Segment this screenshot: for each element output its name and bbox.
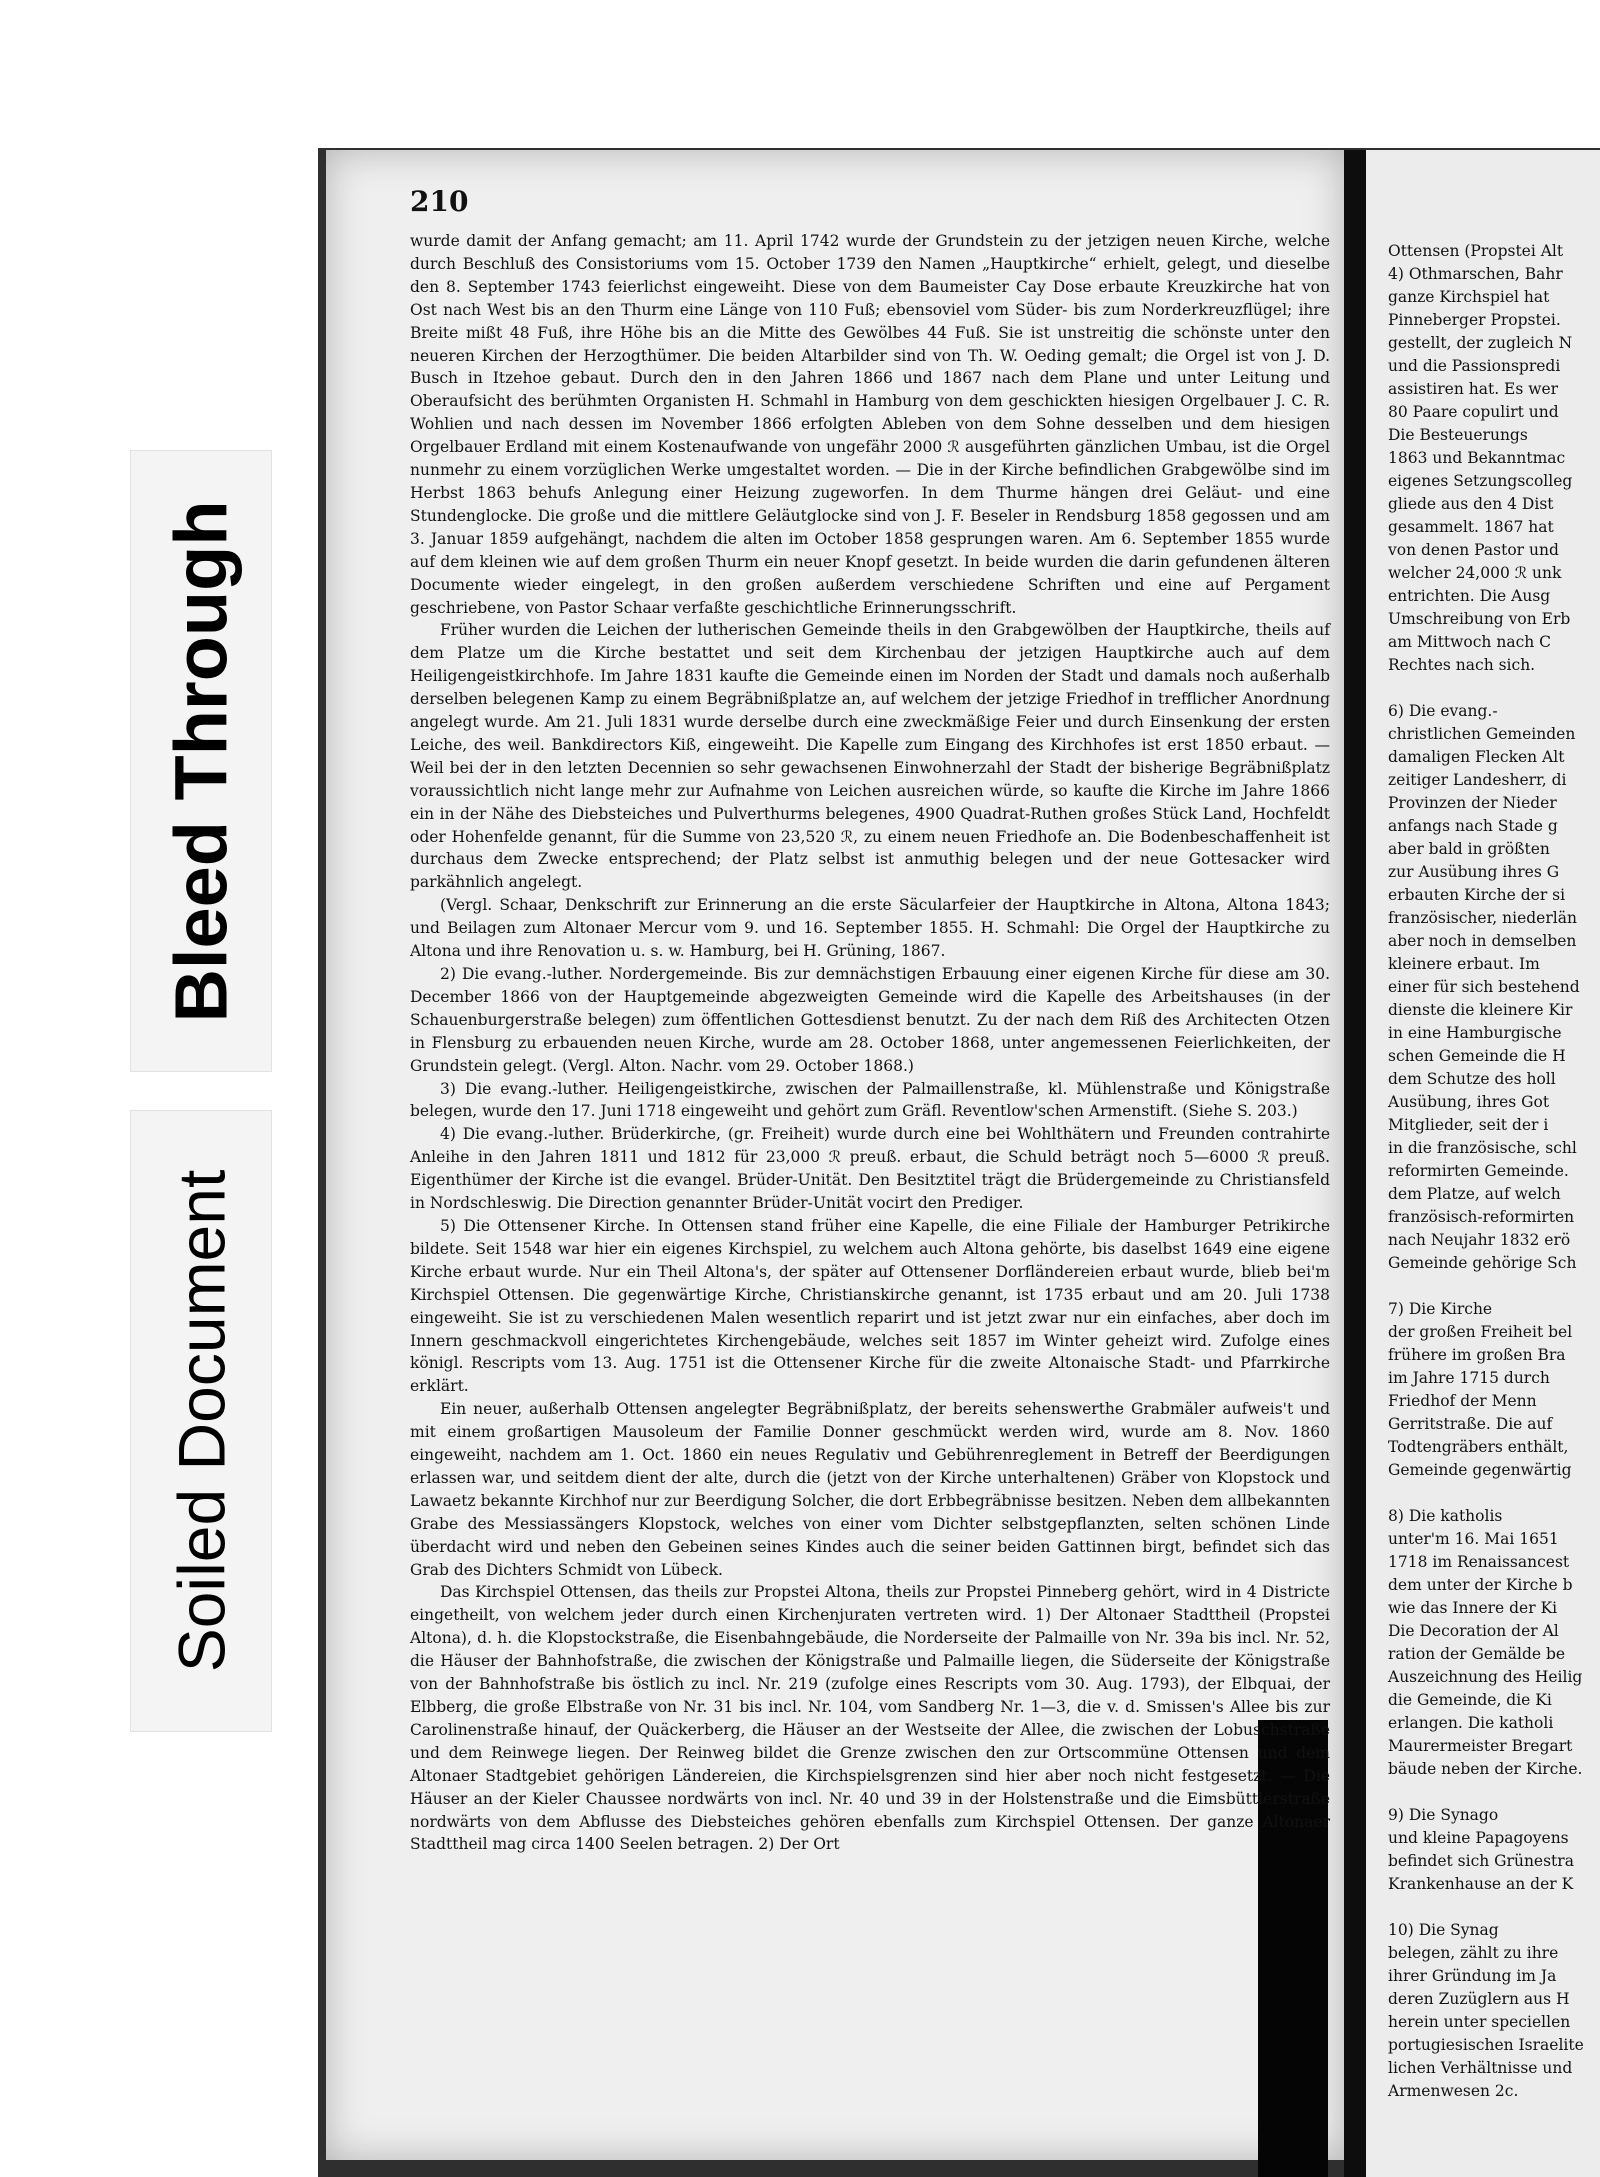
paragraph: 5) Die Ottensener Kirche. In Ottensen stand früher eine Kapelle, die eine Filiale der Hamburger Petrikirche bildete. Seit 1548 war hier ein eigenes Kirchspiel, zu welchem auch Altona gehörte, bis daselbst 1649 eine eigene Kirche erbaut wurde. Nur ein Theil Altona's, der später auf Ottensener Dorfländereien erbaut wurde, blieb bei'm Kirchspiel Ottensen. Die gegenwärtige Kirche, Christianskirche genannt, ist 1735 erbaut und am 20. Juli 1738 eingeweiht. Sie ist zu verschiedenen Malen wesentlich reparirt und ist jetzt zwar nur ein einfaches, aber doch im Innern geschmackvoll eingerichtetes Kirchengebäude, welches seit 1857 im Winter geheizt wird. Zufolge eines königl. Rescripts vom 13. Aug. 1751 ist die Ottensener Kirche für die zweite Altonaische Stadt- und Pfarrkirche erklärt. — [410, 1216, 1330, 1396]
paragraph: Ein neuer, außerhalb Ottensen angelegter Begräbnißplatz, der bereits sehenswerthe Grabmäler aufweis't und mit einem großartigen Mausoleum der Familie Donner geschmückt werden wird, wurde am 8. Nov. 1860 eingeweiht, nachdem am 1. Oct. 1860 ein neues Regulativ und Gebührenreglement in Betreff der Beerdigungen erlassen war, und seitdem dient der alte, durch die (jetzt von der Kirche unterhaltenen) Gräber von Klopstock und Lawaetz bekannte Kirchhof nur zur Beerdigung Solcher, die dort Erbbegräbnisse besitzen. Neben dem allbekannten Grabe des Messiassängers Klopstock, welches von einer vom Dichter selbstgepflanzten, selten schönen Linde überdacht wird und neben den Gebeinen seines Kindes auch die seiner beiden Gattinnen birgt, befindet sich das Grab des Dichters Schmidt von Lübeck. — [410, 1400, 1330, 1579]
right-page-line: die Gemeinde, die Ki — [1388, 1691, 1552, 1709]
right-page-line: aber noch in demselben — [1388, 932, 1577, 950]
paragraph: wurde damit der Anfang gemacht; am 11. April 1742 wurde der Grundstein zu der jetzigen neuen Kirche, welche durch Beschluß des Consistoriums vom 15. October 1739 den Namen „Hauptkirche“ erhielt, gelegt, und dieselbe den 8. September 1743 feierlichst eingeweiht. Diese von dem Baumeister Cay Dose erbaute Kreuzkirche hat von Ost nach West bis an den Thurm eine Länge von 110 Fuß; ebensoviel vom Süder- bis zum Norderkreuzflügel; ihre Breite mißt 48 Fuß, ihre Höhe bis an die Mitte des Gewölbes 44 Fuß. Sie ist unstreitig die schönste unter den neueren Kirchen der Herzogthümer. Die beiden Altarbilder sind von Th. W. Oeding gemalt; die Orgel ist von J. D. Busch in Itzehoe gebaut. Durch den in den Jahren 1866 und 1867 nach dem Plane und unter Leitung und Oberaufsicht des berühmten Organisten H. Schmahl in Hamburg von dem geschickten hiesigen Orgelbauer J. C. R. Wohlien und nach dessen im November 1866 erfolgten Ableben von dem Sohne desselben und dem hiesigen Orgelbauer Erdland mit einem Kostenaufwande von ungefähr 2000 ℛ︀ ausgeführten gänzlichen Umbau, ist die Orgel nunmehr zu einem vorzüglichen Werke umgestaltet worden. — Die in der Kirche befindlichen Grabgewölbe sind im Herbst 1863 behufs Anlegung einer Heizung zugeworfen. In dem Thurme hängen drei Geläut- und eine Stundenglocke. Die große und die mittlere Geläutglocke sind von J. F. Beseler in Rendsburg 1858 gegossen und am 3. Januar 1859 aufgehängt, nachdem die alten im October 1858 gesprungen waren. Am 6. September 1855 wurde auf dem kleinen wie auf dem großen Thurm ein neuer Knopf gesetzt. In beide wurden die darin gefundenen älteren Documente wieder eingelegt, in den großen außerdem verschiedene Schriften und eine auf Pergament geschriebene, von Pastor Schaar verfaßte geschichtliche Erinnerungsschrift. — [410, 232, 1330, 617]
right-page-line: erlangen. Die katholi — [1388, 1714, 1554, 1732]
right-page-line: in eine Hamburgische — [1388, 1024, 1562, 1042]
right-page-line: zur Ausübung ihres G — [1388, 863, 1560, 881]
right-page-line: 1718 im Renaissancest — [1388, 1553, 1570, 1571]
right-page-line: Friedhof der Menn — [1388, 1392, 1537, 1410]
right-page-line — [1388, 677, 1600, 700]
right-page-line: welcher 24,000 ℛ︀ unk — [1388, 564, 1562, 582]
right-page-line — [1388, 1896, 1600, 1919]
right-page-line: französischer, niederlän — [1388, 909, 1577, 927]
right-page-line: ganze Kirchspiel hat — [1388, 288, 1550, 306]
paragraph: 4) Die evang.-luther. Brüderkirche, (gr. Freiheit) wurde durch eine bei Wohlthätern und Freunden contrahirte Anleihe in den Jahren 1811 und 1812 für 23,000 ℛ︀ preuß. erbaut, die Schuld beträgt noch 5—6000 ℛ︀ preuß. Eigenthümer der Kirche ist die evangel. Brüder-Unität. Den Besitztitel trägt die Brüdergemeinde zu Christiansfeld in Nordschleswig. Die Direction genannter Brüder-Unität vocirt den Prediger. — [410, 1125, 1330, 1213]
right-page-line: 6) Die evang.- — [1388, 702, 1498, 720]
right-page-line: gesammelt. 1867 hat — [1388, 518, 1554, 536]
right-page-line: reformirten Gemeinde. — [1388, 1162, 1569, 1180]
right-page-line: lichen Verhältnisse und — [1388, 2059, 1573, 2077]
right-page-line: frühere im großen Bra — [1388, 1346, 1566, 1364]
right-page-line: entrichten. Die Ausg — [1388, 587, 1551, 605]
right-page-line: Ausübung, ihres Got — [1388, 1093, 1550, 1111]
right-page-line: aber bald in größten — [1388, 840, 1550, 858]
right-page-line: anfangs nach Stade g — [1388, 817, 1558, 835]
bleed-through-label-box — [130, 450, 272, 1072]
right-page-line: ihrer Gründung im Ja — [1388, 1967, 1557, 1985]
right-page-line: und kleine Papagoyens — [1388, 1829, 1569, 1847]
soiled-document-label: Soiled Document — [164, 1169, 239, 1673]
right-page-line — [1388, 1781, 1600, 1804]
right-page-line: deren Zuzüglern aus H — [1388, 1990, 1570, 2008]
right-page-line: Auszeichnung des Heilig — [1388, 1668, 1583, 1686]
right-page-line: assistiren hat. Es wer — [1388, 380, 1559, 398]
bleed-through-label: Bleed Through — [159, 499, 243, 1023]
right-page-line: Gemeinde gehörige Sch — [1388, 1254, 1577, 1272]
right-page-line — [1388, 1275, 1600, 1298]
right-page-line: bäude neben der Kirche. — [1388, 1760, 1583, 1778]
right-page-line: erbauten Kirche der si — [1388, 886, 1566, 904]
right-page-line: und die Passionspredi — [1388, 357, 1561, 375]
right-page-line: Die Besteuerungs — [1388, 426, 1528, 444]
right-page-line: Gemeinde gegenwärtig — [1388, 1461, 1572, 1479]
right-page-line: Die Decoration der Al — [1388, 1622, 1559, 1640]
right-page-line: dem unter der Kirche b — [1388, 1576, 1573, 1594]
right-page-line: 1863 und Bekanntmac — [1388, 449, 1566, 467]
right-page-line: gliede aus den 4 Dist — [1388, 495, 1554, 513]
right-page-line: schen Gemeinde die H — [1388, 1047, 1566, 1065]
right-page-line: damaligen Flecken Alt — [1388, 748, 1565, 766]
right-page-line: nach Neujahr 1832 erö — [1388, 1231, 1571, 1249]
right-page-line: Ottensen (Propstei Alt — [1388, 242, 1564, 260]
right-page-line: dienste die kleinere Kir — [1388, 1001, 1573, 1019]
book-gutter — [1344, 150, 1366, 2177]
right-page-line: zeitiger Landesherr, di — [1388, 771, 1567, 789]
right-page-line: eigenes Setzungscolleg — [1388, 472, 1573, 490]
right-page-line: befindet sich Grünestra — [1388, 1852, 1574, 1870]
label-panel — [0, 0, 310, 2177]
right-page-line: in die französische, schl — [1388, 1139, 1577, 1157]
right-page-line: am Mittwoch nach C — [1388, 633, 1552, 651]
right-page-line: Pinneberger Propstei. — [1388, 311, 1561, 329]
paragraph: 2) Die evang.-luther. Nordergemeinde. Bis zur demnächstigen Erbauung einer eigenen Kirche für diese am 30. December 1866 von der Hauptgemeinde abgezweigten Gemeinde wird die Kapelle des Arbeitshauses (in der Schauenburgerstraße belegen) zum öffentlichen Gottesdienst benutzt. Zu der nach dem Riß des Architecten Otzen in Flensburg zu erbauenden neuen Kirche, wurde am 28. October 1868, unter angemessenen Feierlichkeiten, der Grundstein gelegt. (Vergl. Alton. Nachr. vom 29. October 1868.) — [410, 965, 1330, 1075]
right-page-line: wie das Innere der Ki — [1388, 1599, 1558, 1617]
right-page-line: französisch-reformirten — [1388, 1208, 1575, 1226]
right-page-line: dem Platze, auf welch — [1388, 1185, 1561, 1203]
main-text-column — [410, 230, 1330, 1856]
right-page-line: Krankenhause an der K — [1388, 1875, 1574, 1893]
right-page-line: dem Schutze des holl — [1388, 1070, 1556, 1088]
right-page-line: Gerritstraße. Die auf — [1388, 1415, 1553, 1433]
right-page-line: 10) Die Synag — [1388, 1921, 1499, 1939]
right-page-line: im Jahre 1715 durch — [1388, 1369, 1550, 1387]
right-page-line: Mitglieder, seit der i — [1388, 1116, 1549, 1134]
right-page-line: einer für sich bestehend — [1388, 978, 1580, 996]
paragraph: Das Kirchspiel Ottensen, das theils zur Propstei Altona, theils zur Propstei Pinneberg gehört, wird in 4 Districte eingetheilt, von welchem jeder durch einen Kirchenjuraten vertreten wird. 1) Der Altonaer Stadttheil (Propstei Altona), d. h. die Klopstockstraße, die Eisenbahngebäude, die Norderseite der Palmaille von Nr. 39a bis incl. Nr. 52, die Häuser der Bahnhofstraße, die zwischen der Königstraße und Palmaille liegen, die Süderseite der Königstraße von der Bahnhofstraße bis östlich zu incl. Nr. 219 (zufolge eines Rescripts vom 30. Aug. 1793), der Elbquai, der Elbberg, die große Elbstraße von Nr. 31 bis incl. Nr. 104, vom Sandberg Nr. 1—3, die v. d. Smissen's Allee bis zur Carolinenstraße hinauf, der Quäckerberg, die Häuser an der Westseite der Allee, die zwischen der Lobuschstraße und dem Reinwege liegen. Der Reinweg bildet die Grenze zwischen den zur Ortscommüne Ottensen und dem Altonaer Stadtgebiet gehörigen Ländereien, die Kirchspielsgrenzen sind hier aber noch nicht festgesetzt. — Die Häuser an der Kieler Chaussee nordwärts von incl. Nr. 40 und 39 in der Holstenstraße und die Eimsbüttlerstraße nordwärts von dem Abflusse des Diebsteiches gehören ebenfalls zum Kirchspiel Ottensen. Der ganze Altonaer Stadttheil mag circa 1400 Seelen betragen. 2) Der Ort — [410, 1583, 1330, 1854]
right-page-line: 8) Die katholis — [1388, 1507, 1503, 1525]
right-page-line: Armenwesen 2c. — [1388, 2082, 1519, 2100]
right-page-line: Provinzen der Nieder — [1388, 794, 1557, 812]
right-page-line: unter'm 16. Mai 1651 — [1388, 1530, 1559, 1548]
right-page-line: 80 Paare copulirt und — [1388, 403, 1559, 421]
right-page-line: belegen, zählt zu ihre — [1388, 1944, 1559, 1962]
right-page-line: herein unter speciellen — [1388, 2013, 1571, 2031]
right-page-line: Maurermeister Bregart — [1388, 1737, 1573, 1755]
soiled-document-label-box — [130, 1110, 272, 1732]
right-page-text-column — [1388, 240, 1600, 2103]
right-page-line: ration der Gemälde be — [1388, 1645, 1566, 1663]
paragraph: Früher wurden die Leichen der lutherischen Gemeinde theils in den Grabgewölben der Hauptkirche, theils auf dem Platze um die Kirche bestattet und seit dem Kirchenbau der jetzigen Hauptkirche auch auf dem Heiligengeistkirchhofe. Im Jahre 1831 kaufte die Gemeinde einen im Norden der Stadt und damals noch außerhalb derselben belegenen Kamp zu einem Begräbnißplatze an, auf welchem der jetzige Friedhof in trefflicher Anordnung angelegt wurde. Am 21. Juli 1831 wurde derselbe durch eine zweckmäßige Feier und durch Einsenkung der ersten Leiche, des weil. Bankdirectors Kiß, eingeweiht. Die Kapelle zum Eingang des Kirchhofes ist erst 1850 erbaut. — Weil bei der in den letzten Decennien so sehr gewachsenen Einwohnerzahl der Stadt der bisherige Begräbnißplatz voraussichtlich nicht lange mehr zur Aufnahme von Leichen ausreichen würde, so kaufte die Kirche im Jahre 1866 ein in der Nähe des Diebsteiches und Pulverthurms belegenes, 4900 Quadrat-Ruthen großes Stück Land, Hochfeldt oder Hohenfelde genannt, für die Summe von 23,520 ℛ︀, zu einem neuen Friedhofe an. Die Bodenbeschaffenheit ist durchaus dem Zwecke entsprechend; der Platz selbst ist anmuthig belegen und der neue Gottesacker wird parkähnlich angelegt. — [410, 621, 1330, 892]
right-page-line: gestellt, der zugleich N — [1388, 334, 1573, 352]
right-page-line: 7) Die Kirche — [1388, 1300, 1493, 1318]
right-page-line: christlichen Gemeinden — [1388, 725, 1576, 743]
right-page-line: der großen Freiheit bel — [1388, 1323, 1573, 1341]
right-page-line: portugiesischen Israelite — [1388, 2036, 1584, 2054]
page-number: 210 — [410, 185, 469, 218]
right-page-line: 4) Othmarschen, Bahr — [1388, 265, 1563, 283]
right-page-line: 9) Die Synago — [1388, 1806, 1499, 1824]
paragraph: 3) Die evang.-luther. Heiligengeistkirche, zwischen der Palmaillenstraße, kl. Mühlenstraße und Königstraße belegen, wurde den 17. Juni 1718 eingeweiht und gehört zum Gräfl. Reventlow'schen Armenstift. (Siehe S. 203.) — [410, 1079, 1330, 1121]
right-page-line — [1388, 1482, 1600, 1505]
right-page-line: Todtengräbers enthält, — [1388, 1438, 1569, 1456]
right-page-line: Umschreibung von Erb — [1388, 610, 1571, 628]
right-page-line: von denen Pastor und — [1388, 541, 1559, 559]
right-page-line: kleinere erbaut. Im — [1388, 955, 1540, 973]
right-page-line: Rechtes nach sich. — [1388, 656, 1536, 674]
paragraph: (Vergl. Schaar, Denkschrift zur Erinnerung an die erste Säcularfeier der Hauptkirche in Altona, Altona 1843; und Beilagen zum Altonaer Mercur vom 9. und 16. September 1855. H. Schmahl: Die Orgel der Hauptkirche zu Altona und ihre Renovation u. s. w. Hamburg, bei H. Grüning, 1867. — [410, 896, 1330, 961]
